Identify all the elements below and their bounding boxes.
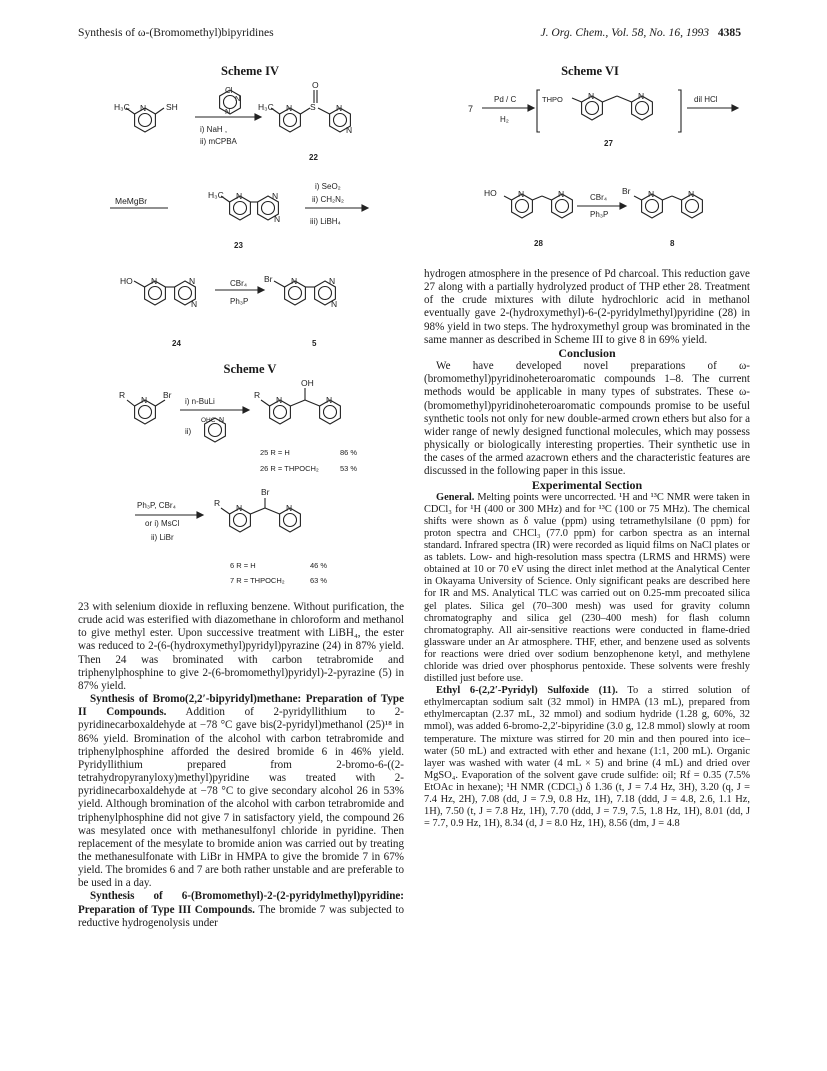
svg-text:N: N (286, 503, 293, 513)
scheme-vi-start: 7 (468, 104, 474, 114)
left-paragraph-2-text: Addition of 2-pyridyllithium to 2-pyridinecarboxaldehyde at −78 °C gave bis(2-pyridyl)methanol (25)¹⁸ in 86% yield. Bromination of the alcohol with carbon tetrabromide and triphenylphosphine afforded the desired bromide 6 in 46% yield. Pyridyllithium prepared from 2-bromo-6-((2-tetrahydropyranyloxy)methyl)pyridine was treated with 2-pyridinecarboxaldehyde at −78 °C to give secondary alcohol 26 in 53% yield. Although bromination of the alcohol with carbon tetrabromide and triphenylphosphine did not give 7 in satisfactory yield, the compound 26 was mesylated once with methanesulfonyl chloride in pyridine. Then replacement of the mesylate to bromide anion was carried out by treating the methanesulfonate with LiBr in HMPA to give the bromide 7 in 67% yield. The bromides 6 and 7 are both rather unstable and are preferable to be used in a day. (78, 706, 404, 890)
scheme-v-reagent-or: or i) MsCl (145, 519, 180, 528)
yield-26: 26 R = THPOCH₂ (260, 464, 319, 473)
scheme-vi-h2: H₂ (500, 115, 509, 124)
compound-11-head: Ethyl 6-(2,2′-Pyridyl) Sulfoxide (11). (436, 685, 618, 697)
svg-text:OHC: OHC (201, 417, 216, 424)
svg-text:N: N (336, 103, 343, 113)
right-paragraph-4 (424, 685, 750, 830)
scheme-iv-cond-2: ii) CH₂N₂ (312, 195, 344, 204)
svg-text:N: N (235, 94, 241, 103)
scheme-iv-cond-1: i) SeO₂ (315, 182, 341, 191)
svg-text:HO: HO (120, 276, 133, 286)
svg-text:THPO: THPO (542, 95, 563, 104)
svg-text:N: N (274, 214, 281, 224)
right-paragraph-2: We have developed novel preparations of ω-(bromomethyl)pyridinoheteroaromatic compounds 1–8. The current methods would be applicable in many types of substrates. These ω-(bromomethyl)pyridinoheteroaromatic compounds promise to be useful synthetic tools not only for new double-armed crown ethers but also for a wider range of newly designed functional molecules, which may possess physically or biologically interesting properties. Their synthetic use in the cases of the armed azacrown ethers and the characteristic features are discussed in the following paper in this issue. (424, 360, 750, 478)
scheme-v-reagent-ii: ii) LiBr (151, 533, 174, 542)
scheme-vi-pdc: Pd / C (494, 95, 517, 104)
general-text: Melting points were uncorrected. ¹H and ¹³C NMR were taken in CDCl₃ for ¹H (400 or 300 MHz) and for ¹³C (100 or 75 MHz). The chemical shifts were shown as δ value (ppm) using tetramethylsilane (0 ppm) for proton spectra and CHCl₃ (77.0 ppm) for carbon spectra as an internal standard. Infrared spectra (IR) were recorded as liquid films on NaCl plates or as tablets. Low- and high-resolution mass spectra (LRMS and HRMS) were obtained at 10 or 70 eV using the direct inlet method at the Analytical Center in Okayama University of Science. Only significant peaks are described here for IR and MS. Analytical TLC was carried out on 0.25-mm precoated silica gel plates. Silica gel (70–300 mesh) was used for gravity column chromatography and silica gel (230–400 mesh) for flash column chromatography. All air-sensitive reactions were conducted in flame-dried glassware under an Ar atmosphere. THF, ether, and benzene used as solvents for reactions were dried over sodium benzophenone ketyl, and methylene chloride was dried over phosphorus pentoxide. These solvents were freshly distilled just before use. (424, 491, 750, 685)
scheme-iv-cond-3: iii) LiBH₄ (310, 217, 341, 226)
compound-23-label: 23 (234, 241, 243, 250)
scheme-v-reagent-top: Ph₃P, CBr₄ (137, 501, 176, 510)
left-paragraph-3 (78, 890, 404, 929)
compound-5-label: 5 (312, 339, 317, 348)
compound-27-label: 27 (604, 139, 613, 148)
yield-6: 6 R = H (230, 561, 256, 570)
scheme-iv-reagent-1: i) NaH , (200, 125, 228, 134)
section-head-type-iii: Synthesis of 6-(Bromomethyl)-2-(2-pyridylmethyl)pyridine: Preparation of Type III Compounds. (78, 890, 404, 916)
svg-text:Br: Br (264, 274, 273, 284)
left-column-text (78, 601, 404, 930)
svg-text:N: N (326, 395, 333, 405)
left-paragraph-1: 23 with selenium dioxide in refluxing benzene. Without purification, the crude acid was esterified with diazomethane in chloroform and methanol to give methyl ester. Upon successive treatment with LiBH₄, the ester was reduced to 2-(6-(hydroxymethyl)pyridyl)pyrazine (24) in 87% yield. Then 24 was brominated with carbon tetrabromide and triphenylphosphine to give 2-(6-bromomethyl)pyridyl)-2-pyrazine (5) in 87% yield. (78, 601, 404, 692)
svg-text:Br: Br (163, 390, 172, 400)
svg-text:N: N (151, 276, 158, 286)
svg-text:HO: HO (484, 188, 497, 198)
svg-text:N: N (648, 189, 655, 199)
scheme-vi-title: Scheme VI (561, 64, 619, 78)
svg-text:R: R (119, 390, 126, 400)
compound-11-text: To a stirred solution of ethylmercaptan sodium salt (32 mmol) in HMPA (13 mL), prepared from ethylmercaptan (2.37 mL, 32 mmol) and sodium hydride (1.28 g, 60%, 32 mmol), was added 6-bromo-2,2′-bipyridine (3.0 g, 12.8 mmol) slowly at room temperature. The mixture was stirred for 20 min and then poured into ice–water (50 mL) and extracted with ether and hexane (1:1, 200 mL). Organic layer was washed with water (4 mL × 5) and brine (4 mL) and dried over MgSO₄. Evaporation of the solvent gave crude sulfide: oil; Rf = 0.35 (7.5% EtOAc in hexane); ¹H NMR (CDCl₃) δ 1.36 (t, J = 7.4 Hz, 3H), 3.20 (q, J = 7.4 Hz, 2H), 7.08 (dd, J = 7.9, 0.8 Hz, 1H), 7.18 (ddd, J = 4.8, 2.6, 1.1 Hz, 1H), 7.50 (t, J = 7.8 Hz, 1H), 7.70 (ddd, J = 7.9, 7.5, 1.8 Hz, 1H), 8.01 (dd, J = 7.7, 0.9 Hz, 1H), 8.34 (d, J = 8.0 Hz, 1H), 8.56 (dm, J = 4.8 (424, 685, 750, 830)
svg-text:Cl: Cl (225, 86, 233, 95)
journal-name: J. Org. Chem., (540, 26, 609, 39)
compound-28-label: 28 (534, 239, 543, 248)
svg-text:N: N (191, 299, 198, 309)
svg-text:N: N (518, 189, 525, 199)
scheme-vi-figure (462, 78, 752, 258)
svg-text:N: N (276, 395, 283, 405)
svg-text:N: N (225, 107, 231, 116)
svg-text:O: O (312, 80, 319, 90)
yield-26-pct: 53 % (340, 464, 358, 473)
svg-text:S: S (310, 102, 316, 112)
left-paragraph-2 (78, 693, 404, 890)
svg-text:N: N (236, 503, 243, 513)
svg-text:N: N (638, 91, 645, 101)
experimental-heading: Experimental Section (531, 477, 643, 492)
scheme-v-title: Scheme V (223, 362, 277, 376)
yield-6-pct: 46 % (310, 561, 328, 570)
svg-text:N: N (329, 276, 336, 286)
journal-volume: Vol. 58, No. 16, 1993 (611, 26, 710, 39)
running-title: Synthesis of ω-(Bromomethyl)bipyridines (78, 26, 274, 39)
scheme-iv-memgbr: MeMgBr (115, 196, 148, 206)
scheme-vi-hcl: dil HCl (694, 95, 718, 104)
svg-text:N: N (272, 191, 279, 201)
compound-8-label: 8 (670, 239, 675, 248)
svg-text:OH: OH (301, 380, 314, 388)
compound-24-label: 24 (172, 339, 181, 348)
svg-text:H₃C: H₃C (258, 102, 274, 112)
svg-text:SH: SH (166, 102, 178, 112)
svg-text:N: N (331, 299, 338, 309)
section-head-type-ii: Synthesis of Bromo(2,2′-bipyridyl)methane: Preparation of Type II Compounds. (78, 693, 404, 719)
svg-text:N: N (219, 417, 225, 424)
svg-text:H₃C: H₃C (114, 102, 130, 112)
scheme-iv-reagent-2: ii) mCPBA (200, 137, 237, 146)
scheme-v-cond-1: i) n-BuLi (185, 397, 215, 406)
yield-7: 7 R = THPOCH₂ (230, 576, 285, 585)
scheme-iv-ph3p: Ph₃P (230, 297, 249, 306)
conclusion-heading: Conclusion (558, 345, 616, 360)
scheme-iv-figure (100, 80, 430, 350)
svg-text:N: N (141, 395, 148, 405)
svg-text:Br: Br (261, 487, 270, 497)
left-paragraph-3-text: The bromide 7 was subjected to reductive hydrogenolysis under (78, 903, 404, 929)
svg-text:R: R (254, 390, 261, 400)
journal-citation (540, 26, 741, 39)
scheme-vi-ph3p: Ph₃P (590, 210, 609, 219)
svg-text:N: N (688, 189, 695, 199)
svg-text:R: R (214, 498, 221, 508)
svg-text:N: N (140, 103, 147, 113)
svg-text:H₃C: H₃C (208, 190, 224, 200)
svg-text:Br: Br (622, 186, 631, 196)
page-number: 4385 (717, 26, 741, 39)
right-paragraph-1: hydrogen atmosphere in the presence of Pd charcoal. This reduction gave 27 along with a partially hydrolyzed product of THP ether 28. Treatment of the crude mixtures with dilute hydrochloric acid in methanol eventually gave 2-(hydroxymethyl)-6-(2-pyridylmethyl)pyridine (28) in 98% yield in two steps. The hydroxymethyl group was brominated in the same manner as described in Scheme III to give 8 in 69% yield. (424, 268, 750, 346)
yield-25: 25 R = H (260, 448, 290, 457)
scheme-iv-title: Scheme IV (221, 64, 279, 78)
yield-25-pct: 86 % (340, 448, 358, 457)
scheme-iv-cbr4: CBr₄ (230, 279, 248, 288)
general-head: General. (436, 491, 475, 503)
svg-text:N: N (189, 276, 196, 286)
svg-text:N: N (236, 191, 243, 201)
scheme-v-figure (115, 380, 415, 590)
svg-text:N: N (558, 189, 565, 199)
svg-text:N: N (346, 125, 353, 135)
scheme-vi-cbr4: CBr₄ (590, 193, 608, 202)
svg-text:N: N (588, 91, 595, 101)
compound-22-label: 22 (309, 153, 318, 162)
right-paragraph-3 (424, 492, 750, 686)
right-column-text (424, 268, 750, 830)
yield-7-pct: 63 % (310, 576, 328, 585)
svg-text:N: N (291, 276, 298, 286)
svg-text:N: N (286, 103, 293, 113)
scheme-v-cond-2: ii) (185, 427, 192, 436)
